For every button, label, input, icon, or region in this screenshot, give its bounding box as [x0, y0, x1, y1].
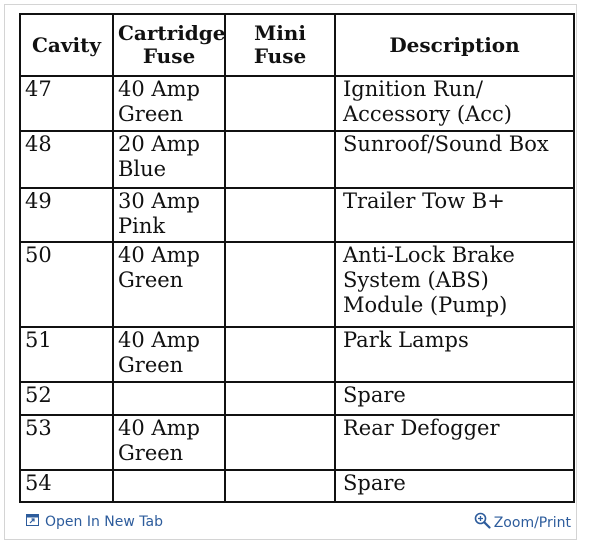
magnifier-icon [474, 512, 491, 533]
header-description: Description [335, 14, 574, 76]
header-mini-fuse: Mini Fuse [225, 14, 335, 76]
cavity-cell: 48 [20, 131, 113, 188]
cavity-cell: 49 [20, 188, 113, 243]
cartridge-fuse-cell: 40 Amp Green [113, 242, 225, 326]
cavity-cell: 51 [20, 327, 113, 383]
cartridge-fuse-cell [113, 382, 225, 414]
cavity-cell: 47 [20, 76, 113, 131]
description-cell: Rear Defogger [335, 415, 574, 470]
cartridge-fuse-cell: 40 Amp Green [113, 76, 225, 131]
open-in-new-tab-icon [26, 514, 39, 530]
cavity-cell: 50 [20, 242, 113, 326]
description-cell: Park Lamps [335, 327, 574, 383]
description-cell: Spare [335, 382, 574, 414]
mini-fuse-cell [225, 188, 335, 243]
zoom-print-label: Zoom/Print [493, 514, 571, 531]
mini-fuse-cell [225, 382, 335, 414]
cartridge-fuse-cell: 30 Amp Pink [113, 188, 225, 243]
table-row [20, 131, 574, 188]
table-row [20, 76, 574, 131]
mini-fuse-cell [225, 131, 335, 188]
open-in-new-tab-link[interactable] [26, 514, 163, 530]
zoom-print-link[interactable] [474, 512, 571, 533]
table-row [20, 415, 574, 470]
table-row [20, 242, 574, 326]
mini-fuse-cell [225, 415, 335, 470]
cartridge-fuse-cell: 40 Amp Green [113, 327, 225, 383]
mini-fuse-cell [225, 76, 335, 131]
table-row [20, 188, 574, 243]
cartridge-fuse-cell [113, 470, 225, 503]
open-in-new-tab-label: Open In New Tab [45, 514, 163, 530]
cartridge-fuse-cell: 40 Amp Green [113, 415, 225, 470]
cavity-cell: 53 [20, 415, 113, 470]
header-cartridge-fuse: Cartridge Fuse [113, 14, 225, 76]
cavity-cell: 54 [20, 470, 113, 503]
cavity-cell: 52 [20, 382, 113, 414]
fuse-table [19, 13, 575, 503]
image-toolbar [4, 506, 577, 540]
description-cell: Trailer Tow B+ [335, 188, 574, 243]
header-row [20, 14, 574, 76]
fuse-table-container [19, 13, 573, 503]
table-row [20, 327, 574, 383]
table-row [20, 470, 574, 503]
mini-fuse-cell [225, 242, 335, 326]
description-cell: Sunroof/Sound Box [335, 131, 574, 188]
description-cell: Anti-Lock Brake System (ABS) Module (Pump) [335, 242, 574, 326]
description-cell: Ignition Run/ Accessory (Acc) [335, 76, 574, 131]
mini-fuse-cell [225, 327, 335, 383]
cartridge-fuse-cell: 20 Amp Blue [113, 131, 225, 188]
description-cell: Spare [335, 470, 574, 503]
header-cavity: Cavity [20, 14, 113, 76]
mini-fuse-cell [225, 470, 335, 503]
table-row [20, 382, 574, 414]
